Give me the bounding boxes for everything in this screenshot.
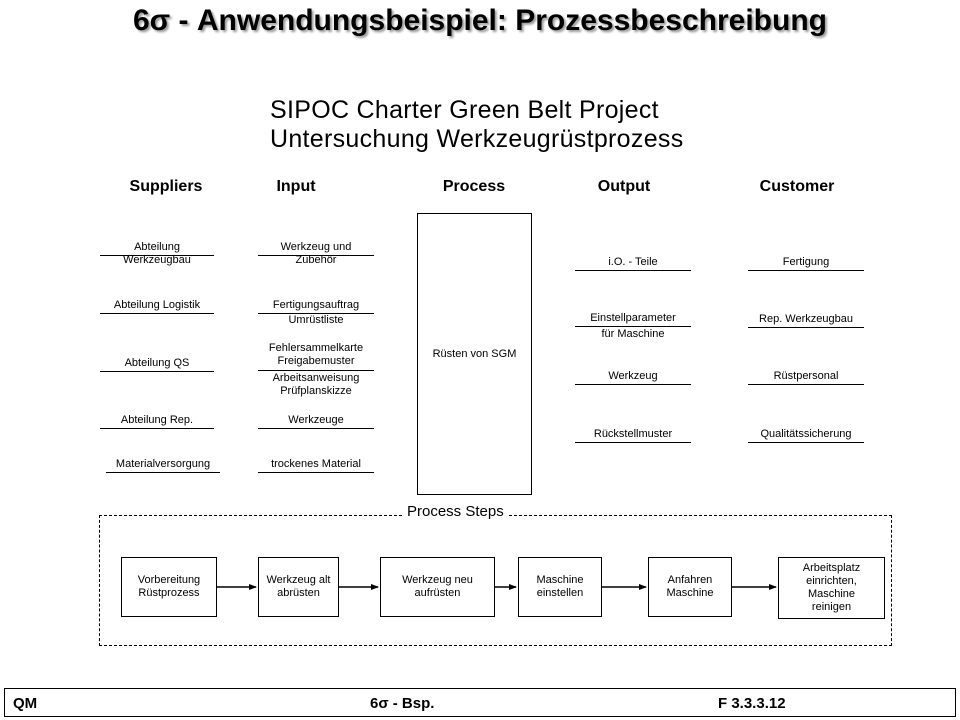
supplier-item: Abteilung Logistik [113,299,201,311]
input-item: Umrüstliste [288,314,344,326]
step-box-3 [380,557,495,617]
customer-item: Rüstpersonal [773,370,839,382]
step-box-4 [518,557,602,617]
input-item: Fertigungsauftrag [272,299,360,311]
step-label: Vorbereitung Rüstprozess [137,574,201,599]
customer-item: Qualitätssicherung [760,428,852,440]
column-header-suppliers: Suppliers [129,178,203,195]
footer-left: QM [13,695,38,712]
input-item: Werkzeuge [288,414,344,426]
output-item: Rückstellmuster [593,428,673,440]
supplier-item: Abteilung Werkzeugbau [123,241,191,266]
step-box-2 [258,557,339,617]
input-item: Fehlersammelkarte Freigabemuster [268,342,364,367]
column-header-input: Input [276,178,316,195]
process-label: Rüsten von SGM [432,347,517,360]
step-label: Werkzeug alt abrüsten [266,574,331,599]
input-item: Arbeitsanweisung Prüfplanskizze [272,372,360,397]
column-header-customer: Customer [759,178,835,195]
diagram-subtitle: Untersuchung Werkzeugrüstprozess [270,125,684,153]
process-steps-label: Process Steps [403,503,508,520]
output-item: für Maschine [601,328,665,340]
output-item: i.O. - Teile [608,256,658,268]
output-item: Einstellparameter [590,312,676,324]
step-box-6 [778,557,885,619]
column-header-process: Process [442,178,506,195]
supplier-item: Materialversorgung [115,458,211,470]
diagram-title: SIPOC Charter Green Belt Project [270,96,659,124]
input-item: Werkzeug und Zubehör [280,241,352,266]
page-title: 6σ - Anwendungsbeispiel: Prozessbeschreibung [133,4,827,37]
step-label: Maschine einstellen [536,574,584,599]
output-item: Werkzeug [608,370,658,382]
footer-center: 6σ - Bsp. [370,695,435,712]
supplier-item: Abteilung Rep. [120,414,194,426]
column-header-output: Output [597,178,651,195]
footer-bar [4,688,956,717]
input-item: trockenes Material [271,458,361,470]
customer-item: Fertigung [782,256,830,268]
supplier-item: Abteilung QS [124,357,190,369]
footer-right: F 3.3.3.12 [718,695,786,712]
step-box-5 [648,557,732,617]
step-label: Werkzeug neu aufrüsten [402,574,473,599]
step-label: Arbeitsplatz einrichten, Maschine reinigen [802,562,861,613]
customer-item: Rep. Werkzeugbau [759,313,853,325]
step-label: Anfahren Maschine [666,574,714,599]
step-box-1 [121,557,217,617]
